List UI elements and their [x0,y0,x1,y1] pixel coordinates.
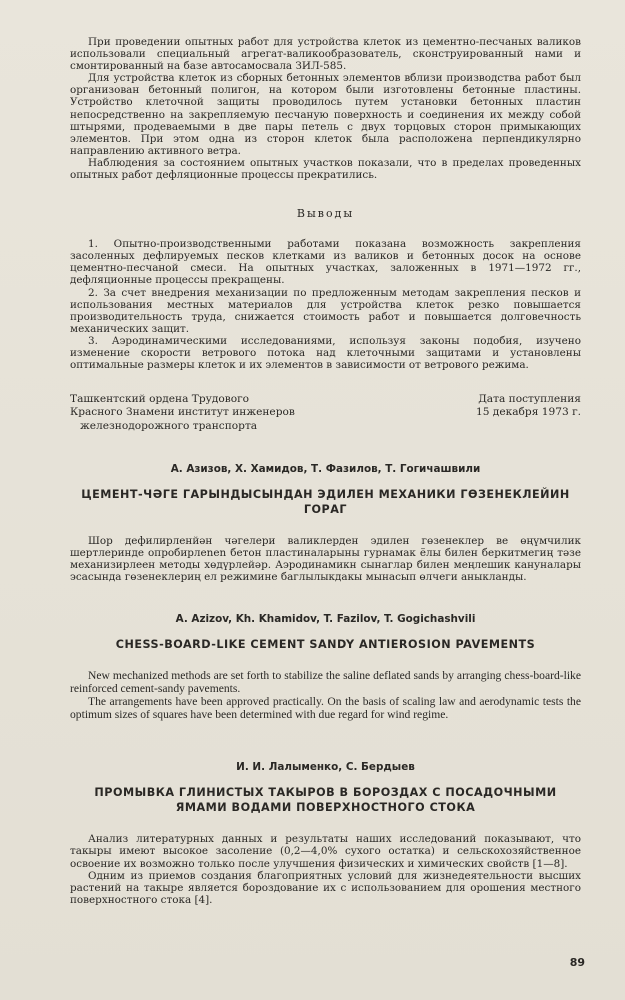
article-title: ЦЕМЕНТ-ЧӘГЕ ГАРЫНДЫСЫНДАН ЭДИЛЕН МЕХАНИКИ ГӨЗЕНЕКЛЕЙИН ГОРАГ [81,487,570,516]
paragraph: Наблюдения за состоянием опытных участков показали, что в пределах проведенных опытных работ дефляционные процессы прекратились. [70,156,581,182]
date-label: Дата поступления [478,393,581,406]
article-title: ПРОМЫВКА ГЛИНИСТЫХ ТАКЫРОВ В БОРОЗДАХ С ПОСАДОЧНЫМИ ЯМАМИ ВОДАМИ ПОВЕРХНОСТНОГО СТОКА [94,786,557,815]
authors: A. Azizov, Kh. Khamidov, T. Fazilov, T. Gogichashvili [175,613,476,626]
conclusion-item: 2. За счет внедрения механизации по предложенным методам закрепления песков и использования местных материалов для устройства клеток резко повышается производительность труда, снижается стоимость работ и повышается долговечность механических защит. [70,286,581,335]
date-value: 15 декабря 1973 г. [475,406,581,419]
intro-section [70,36,581,181]
paragraph: Одним из приемов создания благоприятных условий для жизнедеятельности высших растений на такыре является бороздование их с использованием для орошения местного поверхностного стока [4]. [70,869,581,906]
abstract-text: New mechanized methods are set forth to stabilize the saline deflated sands by arranging chess-board-like reinforced cement-sandy pavements. [70,669,581,695]
institution [70,393,295,433]
conclusions-list [70,238,581,371]
conclusion-item: 1. Опытно-производственными работами показана возможность закрепления засоленных дефлируемых песков клетками из валиков и бетонных досок на основе цементно-песчаной смеси. На опытных участках, заложенных в 1971—1972 гг., дефляционные процессы прекращены. [70,238,581,287]
page-number: 89 [569,956,585,969]
affiliation-block [70,393,581,433]
article-2 [70,761,581,906]
paragraph: Анализ литературных данных и результаты наших исследований показывают, что такыры имеют высокое засоление (0,2—4,0% сухого остатка) и сельскохозяйственное освоение их возможно только после улучшения физических и химических свойств [1—8]. [70,833,581,870]
turkmen-abstract [70,463,581,583]
article-title: CHESS-BOARD-LIKE CEMENT SANDY ANTIEROSION PAVEMENTS [115,638,536,652]
received-date [476,393,581,433]
paragraph: Для устройства клеток из сборных бетонных элементов вблизи производства работ был организован бетонный полигон, на котором были изготовлены бетонные пластины. Устройство клеточной защиты проводилось путем установки бетонных пластин непосредственно на закрепляемую песчаную поверхность и соединения их между собой штырями, продеваемыми в две пары петель с двух торцовых сторон примыкающих элементов. При этом одна из сторон клеток была расположена перпендикулярно направлению активного ветра. [70,72,581,157]
institution-line: Красного Знамени институт инженеров [70,406,295,419]
institution-line: железнодорожного транспорта [80,419,258,432]
abstract-text: Шор дефилирленйән чәгелери валиклерден эдилен гөзенеклер ве өңүмчилик шертлеринде опробирлenen бетон пластиналарыны гурнамак ёлы билен беркитмегиң тәзе механизирлеен методы хөдүрлейәр. Аэродинамикн сынаглар билен меңлешик кануналары эсасында гөзенеклериң ел режимине баглылыкдакы мынасып өлчеги аныкланды. [70,534,581,584]
authors: А. Азизов, Х. Хамидов, Т. Фазилов, Т. Гогичашвили [170,462,481,475]
conclusion-item: 3. Аэродинамическими исследованиями, используя законы подобия, изучено изменение скорости ветрового потока над клеточными защитами и установлены оптимальные размеры клеток и их элементов в зависимости от ветрового режима. [70,334,581,372]
abstract-text: The arrangements have been approved practically. On the basis of scaling law and aerodynamic tests the optimum sizes of squares have been determined with due regard for wind regime. [70,694,581,721]
conclusions-heading: Выводы [296,207,355,221]
english-abstract [70,613,581,721]
paragraph: При проведении опытных работ для устройства клеток из цементно-песчаных валиков использовали специальный агрегат-валикообразователь, сконструированный нами и смонтированный на базе автосамосвала ЗИЛ-585. [70,36,581,73]
institution-line: Ташкентский ордена Трудового [70,393,250,406]
authors: И. И. Лалыменко, С. Бердыев [236,761,415,774]
